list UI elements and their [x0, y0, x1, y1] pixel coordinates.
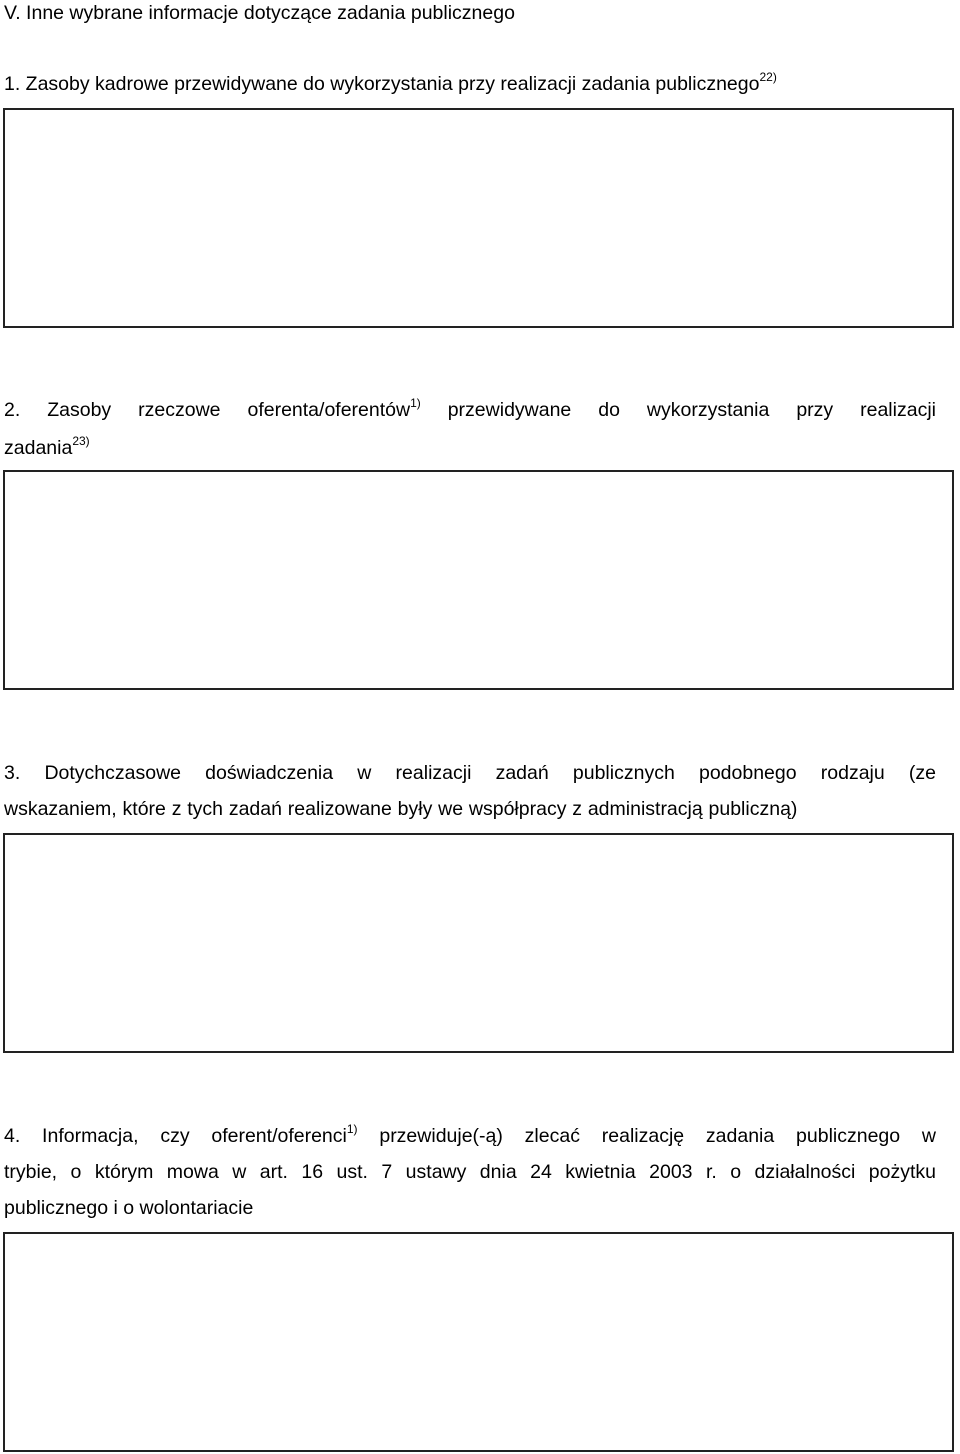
item-4-label-line-1 — [4, 1124, 936, 1148]
item-4-footnote-1: 1) — [346, 1122, 358, 1136]
item-3-label-line-2: wskazaniem, które z tych zadań realizowane były we współpracy z administracją publiczną) — [4, 798, 798, 820]
item-3-answer-box[interactable] — [3, 833, 954, 1053]
item-4-answer-box[interactable] — [3, 1232, 954, 1452]
item-1-answer-box[interactable] — [3, 108, 954, 328]
item-4-text-b: przewiduje(-ą) zlecać realizację zadania publicznego w — [357, 1125, 936, 1147]
item-2-footnote-2: 23) — [72, 434, 90, 448]
item-2-text-b: przewidywane do wykorzystania przy realizacji — [420, 399, 936, 421]
item-2-label-line-2 — [4, 436, 90, 460]
item-1-label — [4, 72, 777, 96]
item-4-text-a: 4. Informacja, czy oferent/oferenci — [4, 1125, 347, 1147]
item-2-label-line-1 — [4, 398, 936, 422]
item-3-label-line-1: 3. Dotychczasowe doświadczenia w realizacji zadań publicznych podobnego rodzaju (ze — [4, 762, 936, 784]
item-4-label-line-3: publicznego i o wolontariacie — [4, 1197, 254, 1219]
item-2-text-c: zadania — [4, 437, 73, 459]
item-2-text-a: 2. Zasoby rzeczowe oferenta/oferentów — [4, 399, 411, 421]
item-2-footnote-1: 1) — [410, 396, 421, 410]
item-2-answer-box[interactable] — [3, 470, 954, 690]
item-1-footnote: 22) — [759, 70, 777, 84]
item-4-label-line-2: trybie, o którym mowa w art. 16 ust. 7 ustawy dnia 24 kwietnia 2003 r. o działalności pożytku — [4, 1161, 936, 1183]
item-1-text: 1. Zasoby kadrowe przewidywane do wykorzystania przy realizacji zadania publicznego — [4, 73, 760, 95]
section-title: V. Inne wybrane informacje dotyczące zadania publicznego — [4, 2, 515, 24]
